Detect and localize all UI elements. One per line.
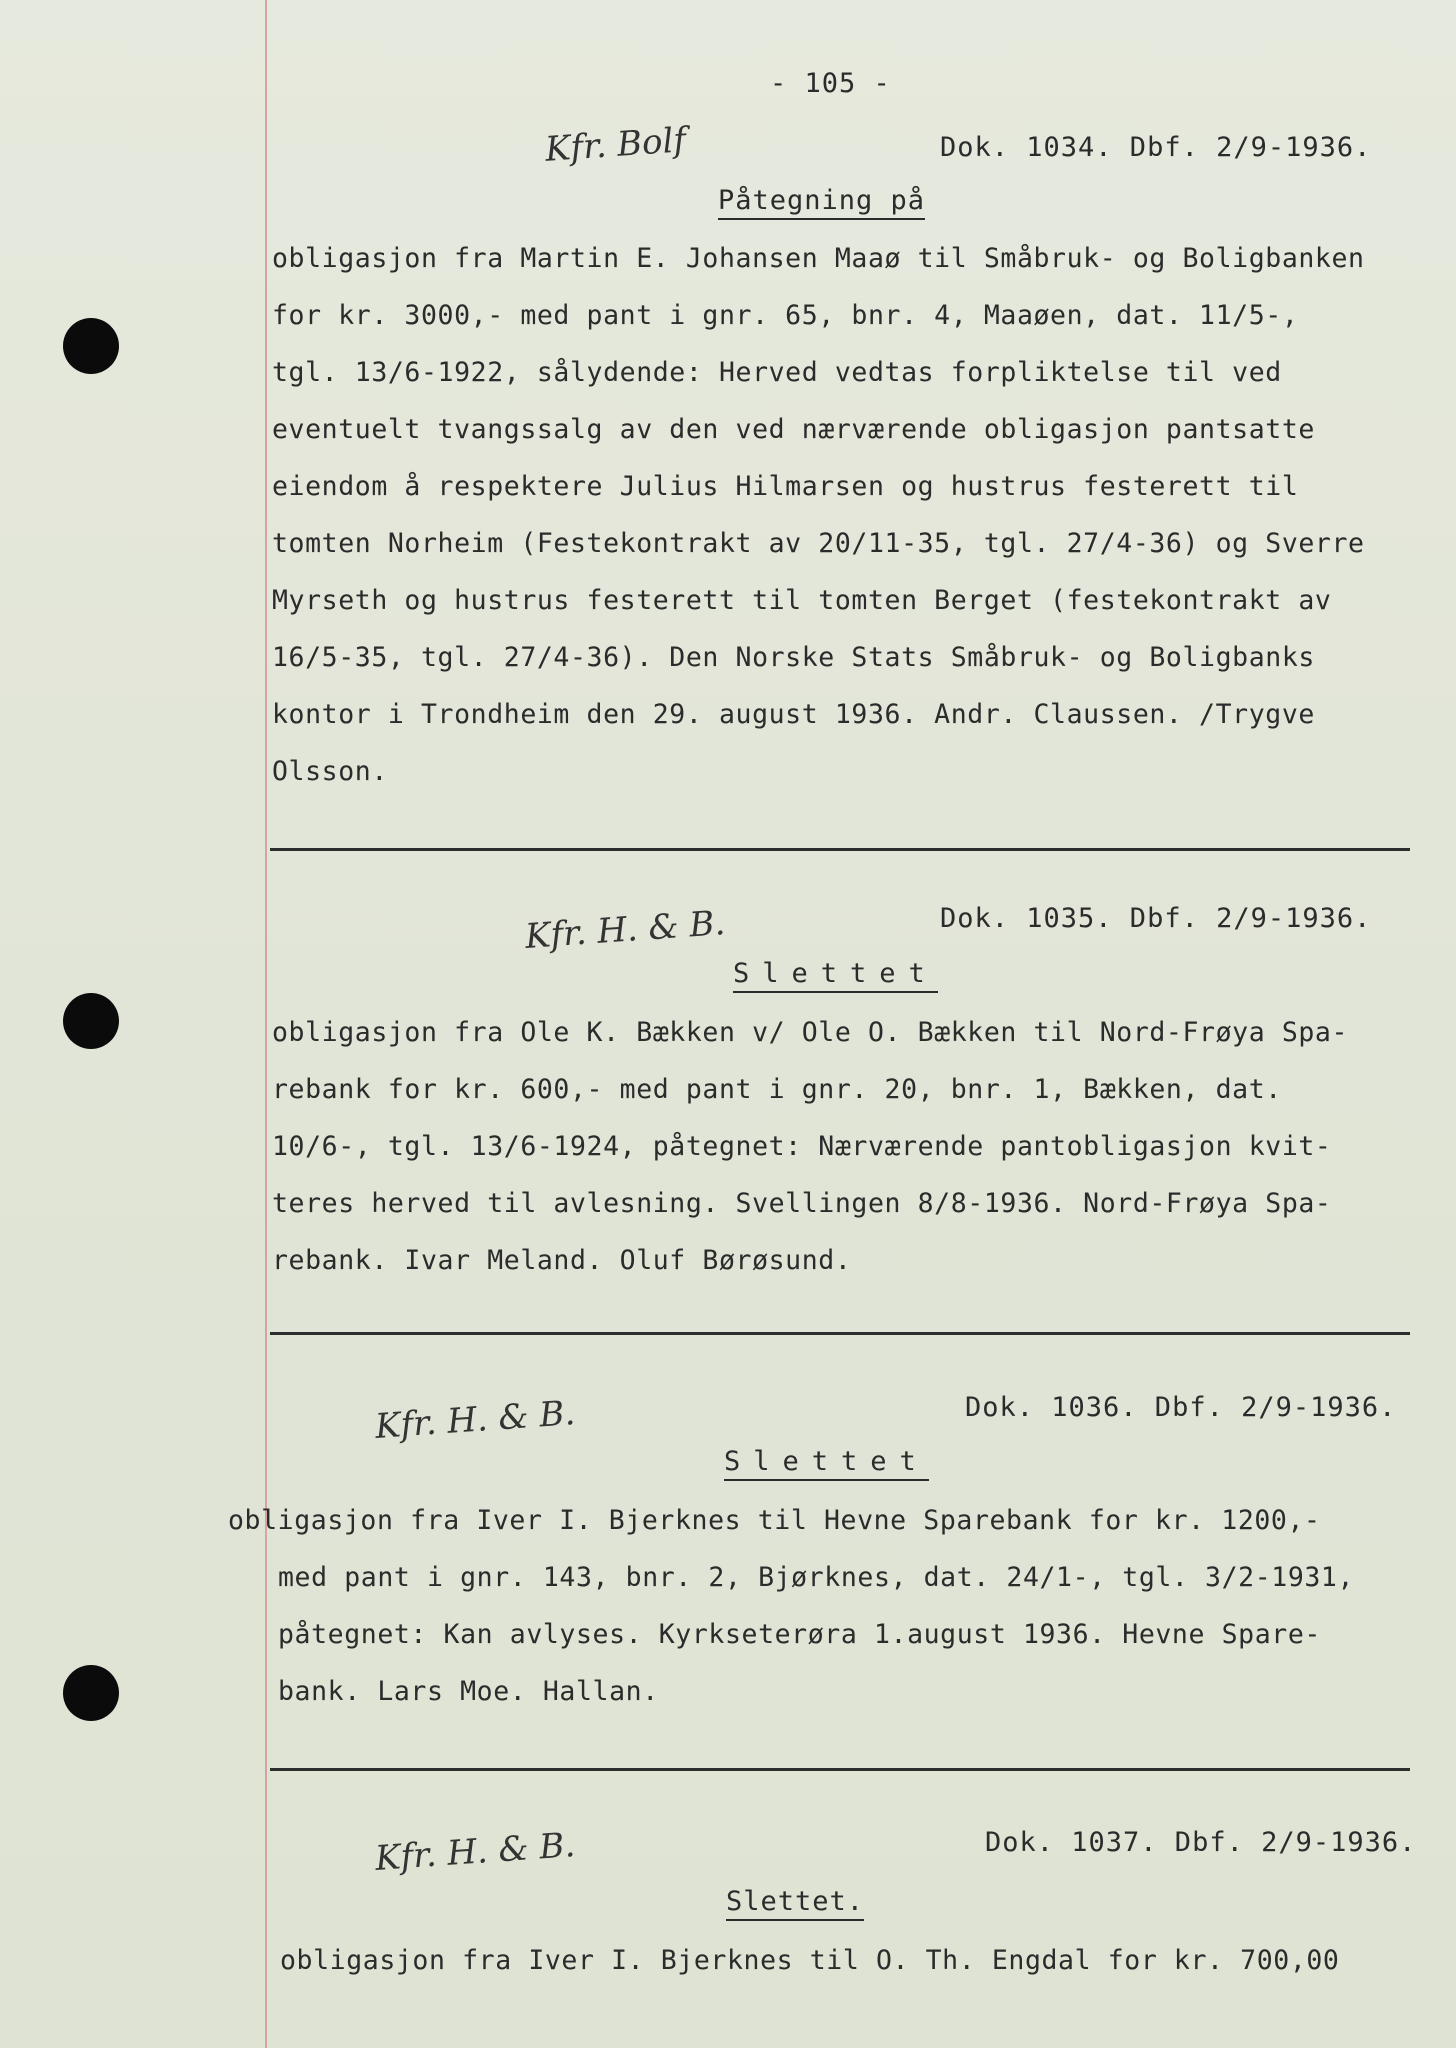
entry-text-line: obligasjon fra Iver I. Bjerknes til O. Th. Engdal for kr. 700,00: [280, 1945, 1340, 1976]
page-number: - 105 -: [770, 68, 891, 99]
entry-text-line: påtegnet: Kan avlyses. Kyrkseterøra 1.august 1936. Hevne Spare-: [278, 1619, 1321, 1650]
entry-heading: Påtegning på: [718, 185, 925, 220]
punch-hole: [63, 318, 119, 374]
handwritten-note: Kfr. H. & B.: [373, 1825, 577, 1879]
entry-text-line: kontor i Trondheim den 29. august 1936. Andr. Claussen. /Trygve: [272, 699, 1315, 730]
red-margin-line: [265, 0, 267, 2048]
entry-text-line: teres herved til avlesning. Svellingen 8/8-1936. Nord-Frøya Spa-: [272, 1188, 1332, 1219]
doc-reference: Dok. 1035. Dbf. 2/9-1936.: [940, 903, 1372, 934]
entry-divider: [270, 848, 1410, 851]
entry-divider: [270, 1768, 1410, 1771]
doc-reference: Dok. 1036. Dbf. 2/9-1936.: [965, 1392, 1397, 1423]
handwritten-note: Kfr. H. & B.: [373, 1393, 577, 1447]
entry-text-line: tgl. 13/6-1922, sålydende: Herved vedtas forpliktelse til ved: [272, 357, 1282, 388]
entry-text-line: bank. Lars Moe. Hallan.: [278, 1676, 659, 1707]
entry-heading: Slettet: [724, 1446, 929, 1481]
entry-divider: [270, 1332, 1410, 1335]
entry-text-line: Myrseth og hustrus festerett til tomten Berget (festekontrakt av: [272, 585, 1332, 616]
entry-heading: Slettet: [733, 958, 938, 993]
punch-hole: [63, 993, 119, 1049]
doc-reference: Dok. 1034. Dbf. 2/9-1936.: [940, 132, 1372, 163]
entry-text-line: for kr. 3000,- med pant i gnr. 65, bnr. 4, Maaøen, dat. 11/5-,: [272, 300, 1299, 331]
entry-text-line: tomten Norheim (Festekontrakt av 20/11-35, tgl. 27/4-36) og Sverre: [272, 528, 1365, 559]
entry-heading: Slettet.: [726, 1886, 864, 1921]
punch-hole: [63, 1665, 119, 1721]
entry-text-line: Olsson.: [272, 756, 388, 787]
handwritten-note: Kfr. H. & B.: [523, 903, 727, 957]
handwritten-note: Kfr. Bolf: [543, 120, 688, 170]
entry-text-line: obligasjon fra Martin E. Johansen Maaø til Småbruk- og Boligbanken: [272, 243, 1365, 274]
entry-text-line: med pant i gnr. 143, bnr. 2, Bjørknes, dat. 24/1-, tgl. 3/2-1931,: [278, 1562, 1355, 1593]
entry-text-line: rebank for kr. 600,- med pant i gnr. 20, bnr. 1, Bækken, dat.: [272, 1074, 1282, 1105]
entry-text-line: eventuelt tvangssalg av den ved nærværende obligasjon pantsatte: [272, 414, 1315, 445]
entry-text-line: eiendom å respektere Julius Hilmarsen og hustrus festerett til: [272, 471, 1299, 502]
entry-text-line: rebank. Ivar Meland. Oluf Børøsund.: [272, 1245, 852, 1276]
entry-text-line: obligasjon fra Ole K. Bækken v/ Ole O. Bækken til Nord-Frøya Spa-: [272, 1017, 1349, 1048]
doc-reference: Dok. 1037. Dbf. 2/9-1936.: [985, 1827, 1417, 1858]
entry-text-line: 10/6-, tgl. 13/6-1924, påtegnet: Nærværende pantobligasjon kvit-: [272, 1131, 1332, 1162]
entry-text-line: obligasjon fra Iver I. Bjerknes til Hevne Sparebank for kr. 1200,-: [228, 1505, 1321, 1536]
entry-text-line: 16/5-35, tgl. 27/4-36). Den Norske Stats Småbruk- og Boligbanks: [272, 642, 1315, 673]
